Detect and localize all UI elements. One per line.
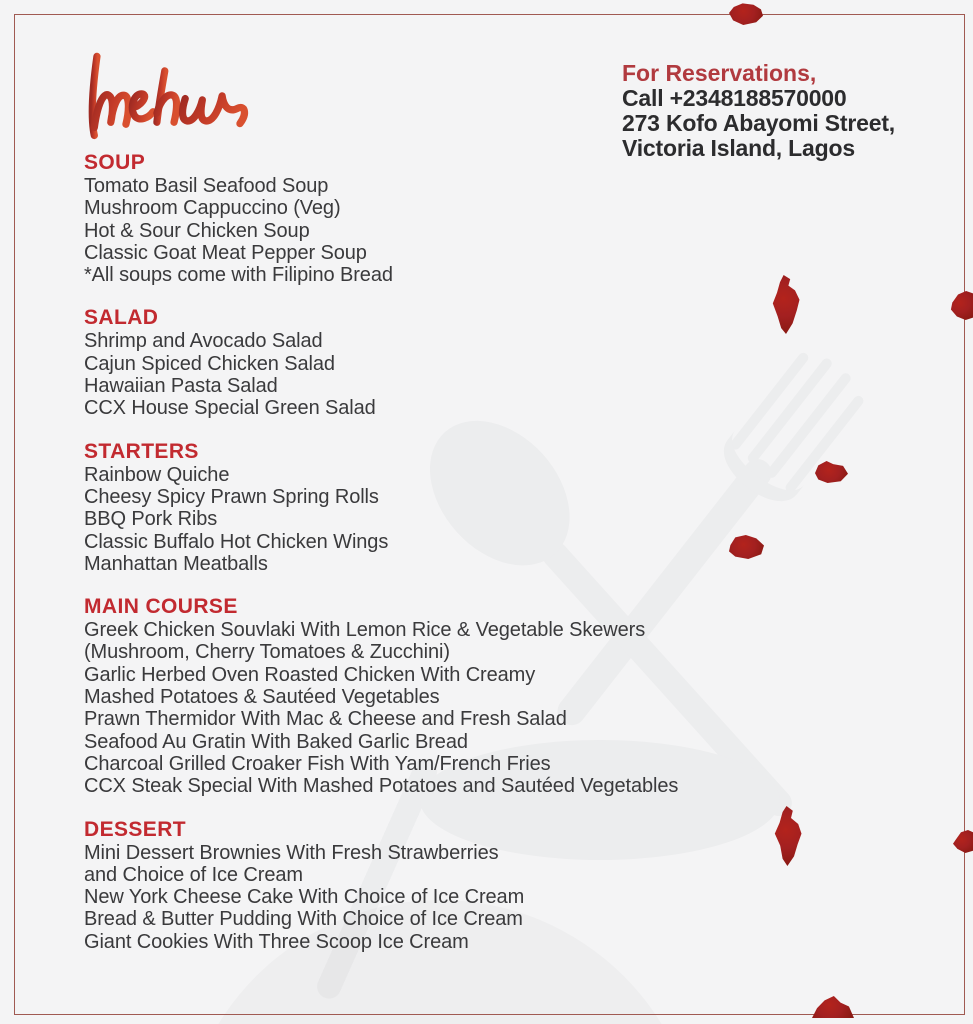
section-title: DESSERT [84,817,186,841]
menu-item-line: Rainbow Quiche [84,463,230,486]
menu-item-line: Cajun Spiced Chicken Salad [84,352,335,375]
menu-item-line: Cheesy Spicy Prawn Spring Rolls [84,485,379,508]
reservations-block [622,60,942,161]
menu-item-line: Hawaiian Pasta Salad [84,375,278,398]
menu-item-line: Giant Cookies With Three Scoop Ice Cream [84,930,469,953]
menu-item-line: Seafood Au Gratin With Baked Garlic Bread [84,730,468,753]
reservations-line: Victoria Island, Lagos [622,135,855,161]
menu-item-line: Mushroom Cappuccino (Veg) [84,197,341,220]
menu-item-line: Charcoal Grilled Croaker Fish With Yam/French Fries [84,752,551,775]
section-title: MAIN COURSE [84,595,238,619]
menu-item-line: Classic Goat Meat Pepper Soup [84,241,367,264]
menu-item-line: Bread & Butter Pudding With Choice of Ice Cream [84,908,523,931]
reservations-line: Call +2348188570000 [622,85,847,111]
menu-item-line: CCX Steak Special With Mashed Potatoes and Sautéed Vegetables [84,775,679,798]
menu-item-line: *All soups come with Filipino Bread [84,264,393,287]
splatter-icon [953,830,973,853]
section-title: SOUP [84,151,146,174]
menu-logo [76,34,276,146]
menu-section [84,439,784,575]
menu-item-line: (Mushroom, Cherry Tomatoes & Zucchini) [84,641,450,664]
menu-item-line: Greek Chicken Souvlaki With Lemon Rice & Vegetable Skewers [84,619,646,642]
splatter-icon [729,2,763,25]
menu-section [84,305,784,419]
menu-item-line: Shrimp and Avocado Salad [84,330,323,353]
menu-sections [84,150,784,972]
menu-item-line: Tomato Basil Seafood Soup [84,175,329,197]
menu-item-line: Mini Dessert Brownies With Fresh Strawberries [84,841,499,864]
splatter-icon [812,996,854,1018]
menu-item-line: BBQ Pork Ribs [84,508,218,531]
menu-section [84,594,784,797]
menu-section [84,150,784,286]
menu-item-line: Hot & Sour Chicken Soup [84,219,310,242]
menu-item-line: Prawn Thermidor With Mac & Cheese and Fresh Salad [84,708,567,731]
menu-item-line: New York Cheese Cake With Choice of Ice Cream [84,886,525,909]
reservations-title: For Reservations, [622,60,817,86]
reservations-line: 273 Kofo Abayomi Street, [622,110,895,136]
menu-item-line: Garlic Herbed Oven Roasted Chicken With Creamy [84,663,536,686]
splatter-icon [815,461,848,483]
section-title: STARTERS [84,439,199,463]
menu-item-line: and Choice of Ice Cream [84,863,303,886]
menu-item-line: Mashed Potatoes & Sautéed Vegetables [84,686,440,709]
section-title: SALAD [84,306,159,330]
menu-item-line: Classic Buffalo Hot Chicken Wings [84,530,389,553]
splatter-icon [950,291,973,320]
menu-section [84,817,784,953]
menu-item-line: CCX House Special Green Salad [84,397,376,420]
menu-item-line: Manhattan Meatballs [84,552,268,575]
